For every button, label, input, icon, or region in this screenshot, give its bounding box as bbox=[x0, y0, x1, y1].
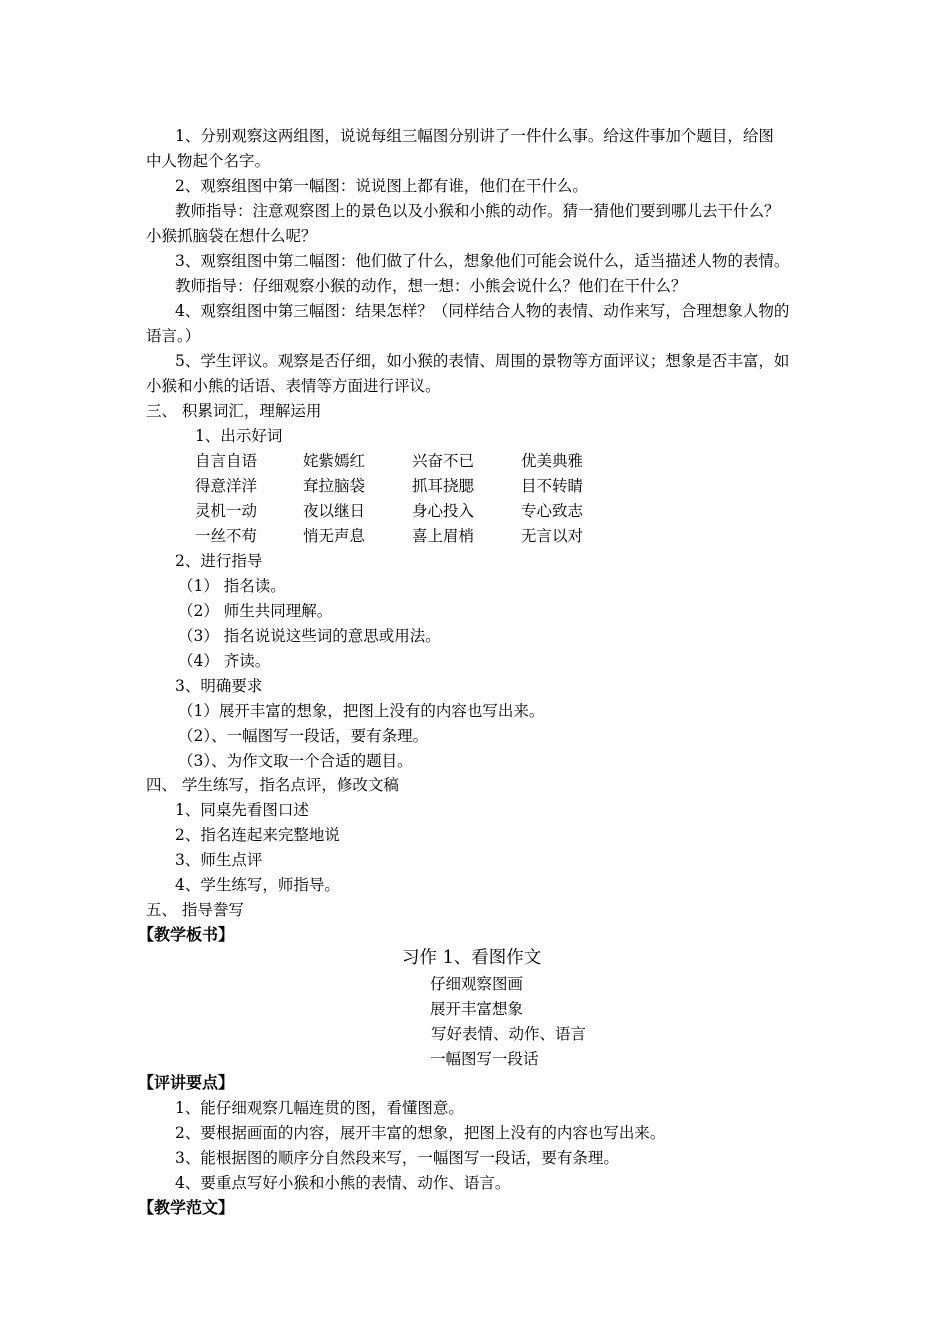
section-4-item: 3、师生点评 bbox=[175, 851, 263, 869]
section-4-heading: 四、 学生练写，指名点评，修改文稿 bbox=[146, 776, 399, 794]
word-item: 专心致志 bbox=[521, 502, 584, 520]
section-3-heading: 三、 积累词汇，理解运用 bbox=[146, 402, 322, 420]
word-item: 抓耳挠腮 bbox=[412, 477, 475, 495]
word-item: 悄无声息 bbox=[303, 527, 366, 545]
section-4-item: 4、学生练写，师指导。 bbox=[175, 876, 340, 894]
word-item: 灵机一动 bbox=[195, 502, 258, 520]
observe-step-2: 2、观察组图中第一幅图：说说图上都有谁，他们在干什么。 bbox=[175, 177, 588, 195]
board-line: 仔细观察图画 bbox=[430, 975, 524, 993]
observe-step-3: 3、观察组图中第二幅图：他们做了什么，想象他们可能会说什么，适当描述人物的表情。 bbox=[175, 252, 790, 270]
point-item: 2、要根据画面的内容，展开丰富的想象，把图上没有的内容也写出来。 bbox=[175, 1124, 666, 1142]
word-item: 夜以继日 bbox=[303, 502, 366, 520]
section-4-item: 2、指名连起来完整地说 bbox=[175, 826, 340, 844]
section-3-sub-3: 3、明确要求 bbox=[175, 677, 263, 695]
points-heading: 【评讲要点】 bbox=[138, 1073, 235, 1092]
requirement-item: （1）展开丰富的想象，把图上没有的内容也写出来。 bbox=[178, 702, 545, 720]
observe-step-4: 4、观察组图中第三幅图：结果怎样？（同样结合人物的表情、动作来写，合理想象人物的 bbox=[175, 302, 790, 320]
word-item: 得意洋洋 bbox=[195, 477, 258, 495]
requirement-item: （3）、为作文取一个合适的题目。 bbox=[178, 752, 413, 770]
board-heading: 【教学板书】 bbox=[138, 925, 235, 944]
word-item: 无言以对 bbox=[521, 527, 584, 545]
word-item: 自言自语 bbox=[195, 452, 258, 470]
word-item: 一丝不苟 bbox=[195, 527, 258, 545]
section-3-sub-2: 2、进行指导 bbox=[175, 552, 263, 570]
word-item: 耷拉脑袋 bbox=[303, 477, 366, 495]
word-item: 姹紫嫣红 bbox=[303, 452, 366, 470]
guide-item: （3） 指名说说这些词的意思或用法。 bbox=[178, 627, 441, 645]
section-3-sub-1: 1、出示好词 bbox=[195, 427, 283, 445]
board-line: 展开丰富想象 bbox=[430, 1000, 524, 1018]
board-title: 习作 1、看图作文 bbox=[402, 948, 542, 968]
section-4-item: 1、同桌先看图口述 bbox=[175, 801, 309, 819]
sample-heading: 【教学范文】 bbox=[138, 1198, 235, 1217]
word-item: 兴奋不已 bbox=[412, 452, 475, 470]
observe-step-5: 5、学生评议。观察是否仔细，如小猴的表情、周围的景物等方面评议；想象是否丰富，如 bbox=[175, 352, 790, 370]
teacher-guide-2: 教师指导：仔细观察小猴的动作，想一想：小熊会说什么？他们在干什么？ bbox=[175, 277, 687, 295]
word-item: 身心投入 bbox=[412, 502, 475, 520]
board-line: 写好表情、动作、语言 bbox=[431, 1025, 587, 1043]
guide-item: （2） 师生共同理解。 bbox=[178, 602, 333, 620]
requirement-item: （2）、一幅图写一段话，要有条理。 bbox=[178, 727, 429, 745]
observe-step-1-cont: 中人物起个名字。 bbox=[146, 152, 271, 170]
section-5-heading: 五、 指导誊写 bbox=[146, 901, 244, 919]
word-item: 优美典雅 bbox=[521, 452, 584, 470]
guide-item: （4） 齐读。 bbox=[178, 652, 271, 670]
observe-step-4-cont: 语言。） bbox=[146, 327, 201, 345]
teacher-guide-1: 教师指导：注意观察图上的景色以及小猴和小熊的动作。猜一猜他们要到哪儿去干什么？ bbox=[175, 202, 780, 220]
word-item: 喜上眉梢 bbox=[412, 527, 475, 545]
word-item: 目不转睛 bbox=[521, 477, 584, 495]
point-item: 4、要重点写好小猴和小熊的表情、动作、语言。 bbox=[175, 1174, 511, 1192]
board-line: 一幅图写一段话 bbox=[430, 1050, 539, 1068]
teacher-guide-1-cont: 小猴抓脑袋在想什么呢？ bbox=[146, 227, 317, 245]
observe-step-5-cont: 小猴和小熊的话语、表情等方面进行评议。 bbox=[146, 377, 441, 395]
guide-item: （1） 指名读。 bbox=[178, 577, 286, 595]
observe-step-1: 1、分别观察这两组图，说说每组三幅图分别讲了一件什么事。给这件事加个题目，给图 bbox=[175, 127, 774, 145]
point-item: 3、能根据图的顺序分自然段来写，一幅图写一段话，要有条理。 bbox=[175, 1149, 619, 1167]
point-item: 1、能仔细观察几幅连贯的图，看懂图意。 bbox=[175, 1099, 464, 1117]
